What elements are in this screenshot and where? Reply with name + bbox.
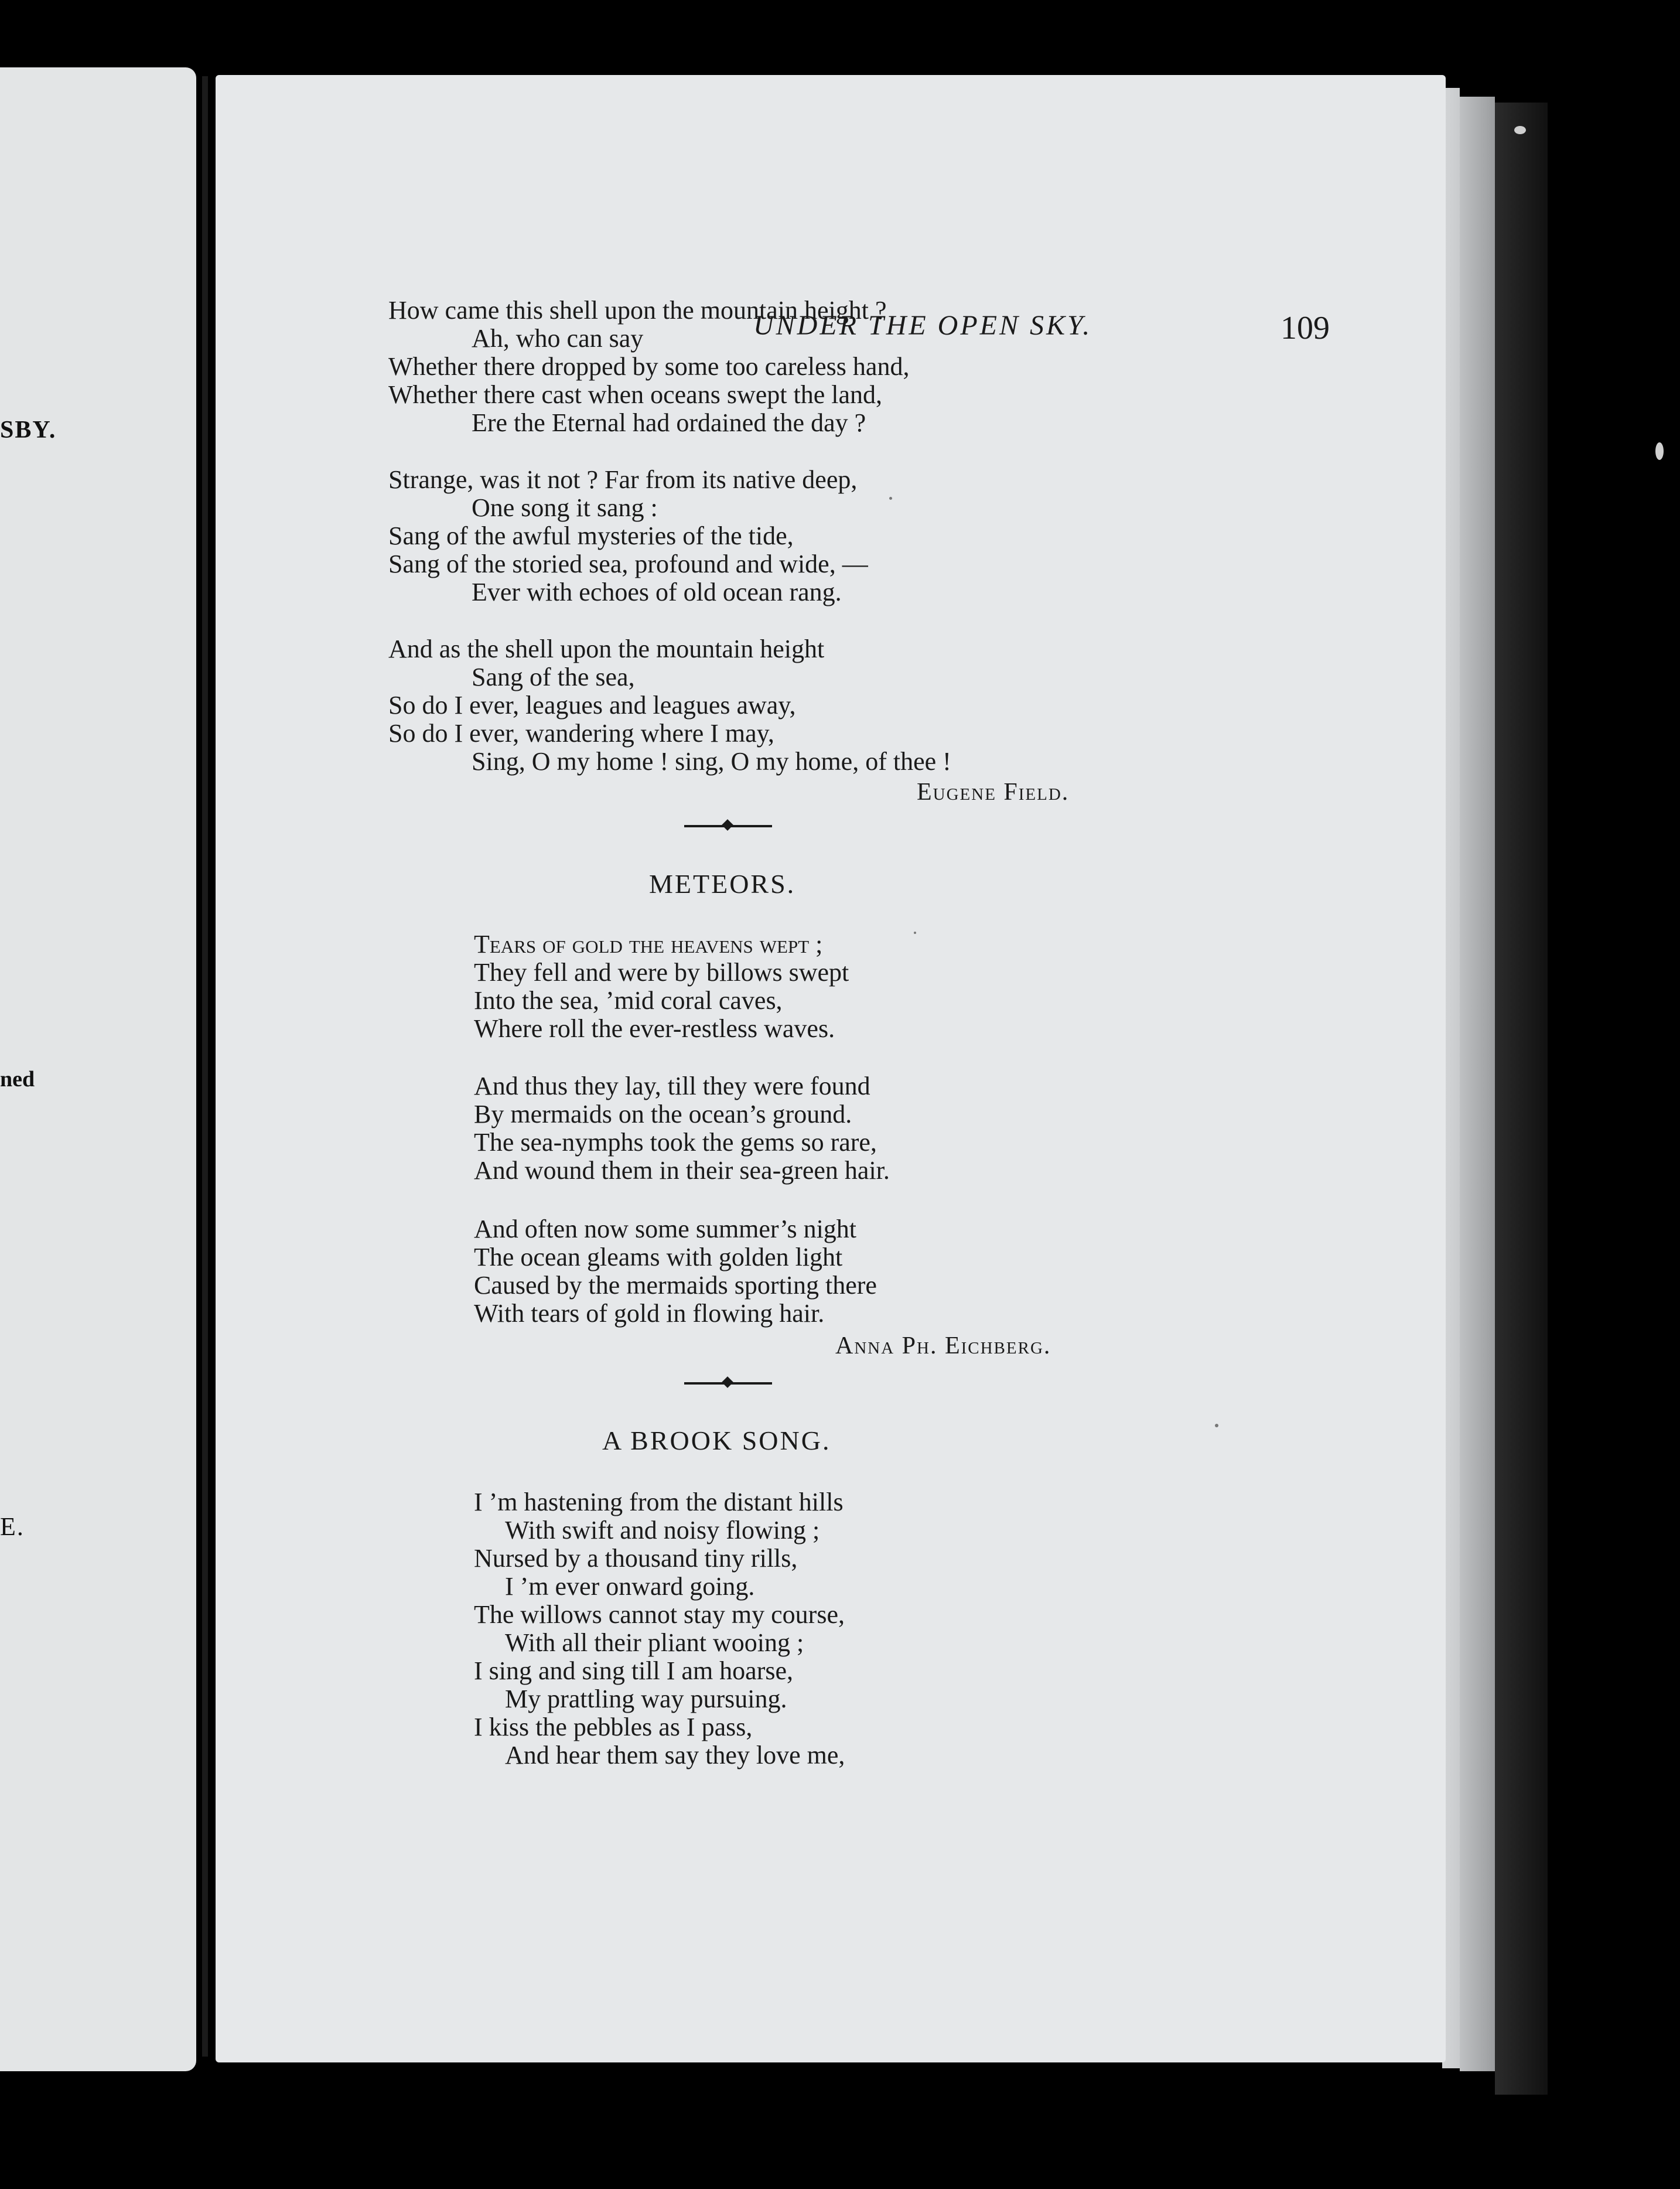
poem-line: Sing, O my home ! sing, O my home, of thee ! (472, 747, 951, 776)
poem-line: I ’m ever onward going. (505, 1572, 755, 1601)
running-head: UNDER THE OPEN SKY. (753, 310, 1092, 341)
poem-line: Sang of the storied sea, profound and wide, — (388, 550, 868, 578)
poem-line: And thus they lay, till they were found (474, 1072, 870, 1100)
left-page-fragment: SBY. (0, 417, 57, 444)
poem-line: Where roll the ever-restless waves. (474, 1014, 835, 1043)
poem-line: I kiss the pebbles as I pass, (474, 1713, 753, 1741)
poem-line: My prattling way pursuing. (505, 1685, 787, 1713)
poem-line: Whether there dropped by some too careless hand, (388, 352, 910, 381)
poem-line: So do I ever, leagues and leagues away, (388, 691, 796, 720)
left-page-fragment: ned (0, 1067, 35, 1092)
poem-line: So do I ever, wandering where I may, (388, 719, 774, 748)
poem-line: Strange, was it not ? Far from its native deep, (388, 465, 858, 494)
section-divider (684, 820, 772, 832)
gutter-shadow (202, 76, 208, 2057)
poem-line: One song it sang : (472, 493, 658, 522)
left-page-fragment: E. (0, 1512, 25, 1541)
poem-author: Eugene Field. (917, 779, 1070, 806)
poem-line: Ah, who can say (472, 324, 644, 353)
poem-author: Anna Ph. Eichberg. (835, 1332, 1051, 1359)
poem-line: Sang of the awful mysteries of the tide, (388, 521, 794, 550)
poem-line: The ocean gleams with golden light (474, 1243, 843, 1271)
poem-line: Into the sea, ’mid coral caves, (474, 986, 783, 1015)
poem-line: With swift and noisy flowing ; (505, 1516, 820, 1544)
poem-line: By mermaids on the ocean’s ground. (474, 1100, 852, 1128)
poem-line: I sing and sing till I am hoarse, (474, 1656, 794, 1685)
poem-line: The willows cannot stay my course, (474, 1600, 845, 1629)
scan-artifact (1514, 126, 1526, 134)
poem-line: And hear them say they love me, (505, 1741, 845, 1769)
poem-line: Caused by the mermaids sporting there (474, 1271, 877, 1300)
poem-line: Tears of gold the heavens wept ; (474, 930, 823, 959)
poem-line: How came this shell upon the mountain height ? (388, 296, 887, 325)
poem-line: They fell and were by billows swept (474, 958, 849, 987)
poem-line: Sang of the sea, (472, 663, 635, 691)
poem-line: Whether there cast when oceans swept the land, (388, 380, 882, 409)
paper-speck (889, 497, 892, 500)
poem-line: With tears of gold in flowing hair. (474, 1299, 825, 1328)
poem-title: METEORS. (649, 869, 796, 899)
paper-speck (914, 932, 916, 934)
poem-title: A BROOK SONG. (602, 1426, 831, 1455)
page-number: 109 (1281, 310, 1330, 346)
poem-line: And wound them in their sea-green hair. (474, 1156, 890, 1185)
book-cover-edge (1495, 103, 1548, 2095)
poem-line: The sea-nymphs took the gems so rare, (474, 1128, 877, 1157)
left-page (0, 67, 196, 2071)
poem-line: With all their pliant wooing ; (505, 1628, 804, 1657)
scan-artifact (1655, 442, 1664, 460)
poem-line: I ’m hastening from the distant hills (474, 1488, 844, 1516)
paper-speck (1215, 1424, 1218, 1427)
section-divider (684, 1377, 772, 1389)
page-edge (1460, 97, 1495, 2071)
book-page (216, 75, 1446, 2062)
poem-line: Ever with echoes of old ocean rang. (472, 578, 842, 606)
poem-line: And often now some summer’s night (474, 1215, 857, 1243)
poem-line: And as the shell upon the mountain height (388, 635, 825, 663)
poem-line: Ere the Eternal had ordained the day ? (472, 408, 866, 437)
poem-line: Nursed by a thousand tiny rills, (474, 1544, 798, 1573)
